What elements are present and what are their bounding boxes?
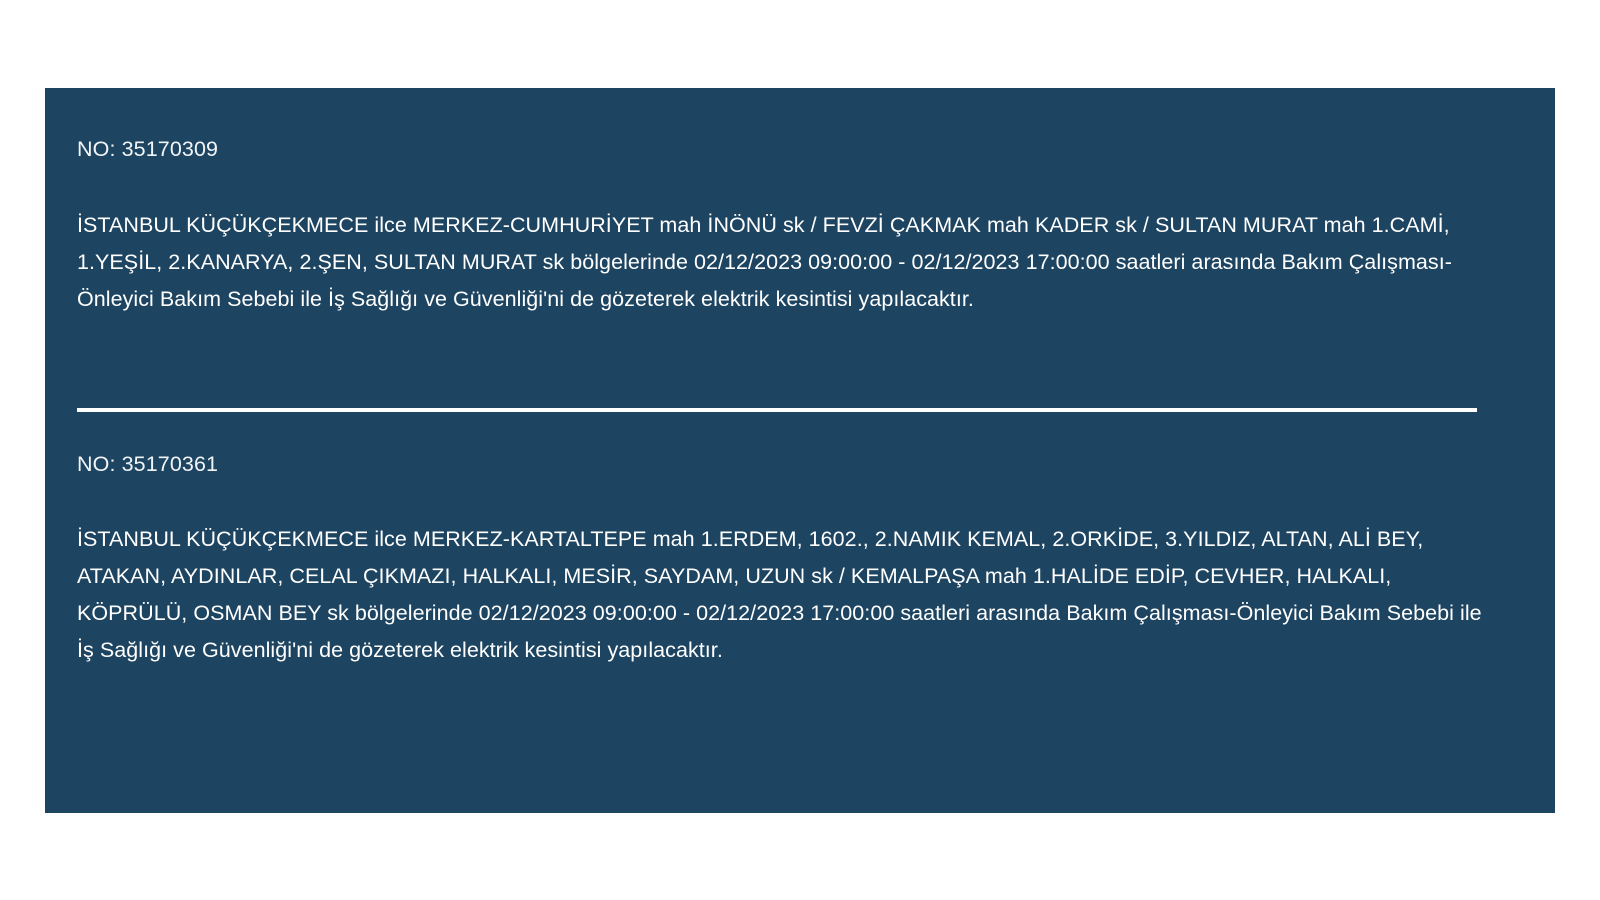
notice-body-text: İSTANBUL KÜÇÜKÇEKMECE ilce MERKEZ-CUMHURİYET mah İNÖNÜ sk / FEVZİ ÇAKMAK mah KADER sk / SULTAN MURAT mah 1.CAMİ, 1.YEŞİL, 2.KANARYA, 2.ŞEN, SULTAN MURAT sk bölgelerinde 02/12/2023 09:00:00 - 02/12/2023 17:00:00 saatleri arasında Bakım Çalışması-Önleyici Bakım Sebebi ile İş Sağlığı ve Güvenliği'ni de gözeterek elektrik kesintisi yapılacaktır. (77, 213, 1452, 311)
notice-divider (77, 408, 1477, 412)
outage-notice-item (77, 136, 1525, 318)
outage-notice-panel (45, 88, 1555, 813)
notice-body-text: İSTANBUL KÜÇÜKÇEKMECE ilce MERKEZ-KARTALTEPE mah 1.ERDEM, 1602., 2.NAMIK KEMAL, 2.ORKİDE, 3.YILDIZ, ALTAN, ALİ BEY, ATAKAN, AYDINLAR, CELAL ÇIKMAZI, HALKALI, MESİR, SAYDAM, UZUN sk / KEMALPAŞA mah 1.HALİDE EDİP, CEVHER, HALKALI, KÖPRÜLÜ, OSMAN BEY sk bölgelerinde 02/12/2023 09:00:00 - 02/12/2023 17:00:00 saatleri arasında Bakım Çalışması-Önleyici Bakım Sebebi ile İş Sağlığı ve Güvenliği'ni de gözeterek elektrik kesintisi yapılacaktır. (77, 527, 1482, 662)
notice-number: NO: 35170309 (77, 137, 219, 161)
outage-notice-item (77, 451, 1497, 669)
divider-line (77, 408, 1477, 412)
notice-number: NO: 35170361 (77, 452, 219, 476)
